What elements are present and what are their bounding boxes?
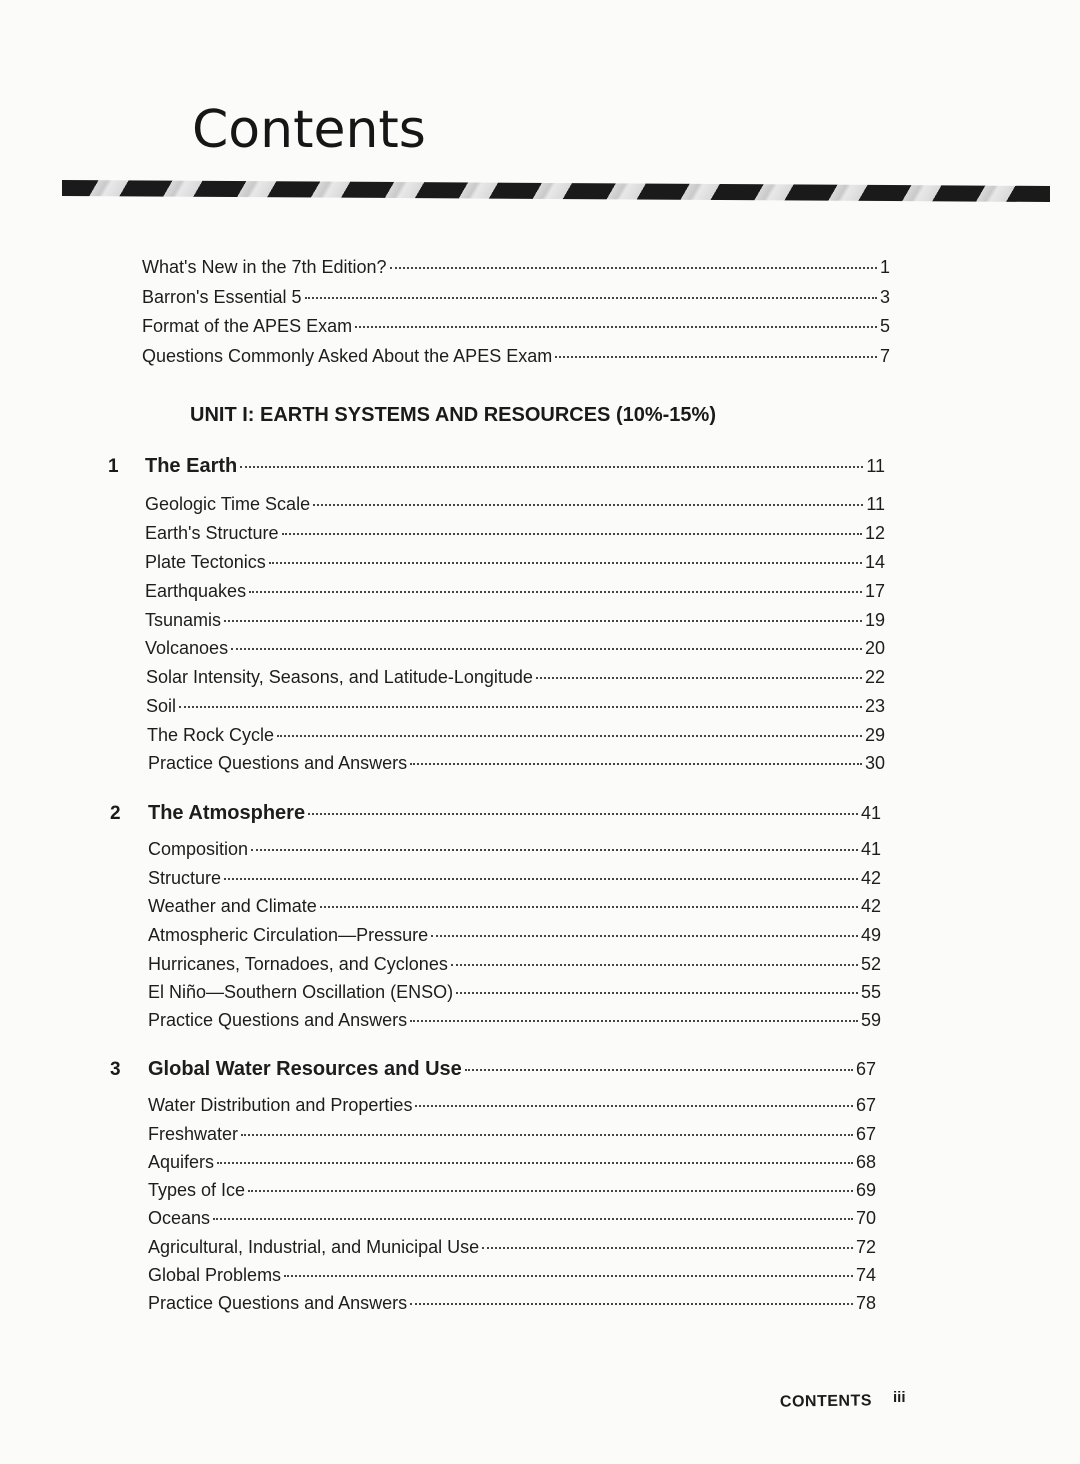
dot-leader <box>415 1105 853 1107</box>
dot-leader <box>410 763 862 765</box>
toc-entry-label: Barron's Essential 5 <box>142 287 302 307</box>
toc-entry[interactable] <box>148 982 881 1003</box>
dot-leader <box>217 1162 853 1164</box>
toc-entry-page: 5 <box>879 316 890 336</box>
chapter-entry[interactable] <box>145 455 885 478</box>
dot-leader <box>224 878 858 880</box>
toc-entry-page: 68 <box>855 1152 876 1172</box>
toc-entry-label: Composition <box>148 839 249 859</box>
toc-entry-page: 29 <box>864 725 885 745</box>
page-number: iii <box>893 1389 906 1406</box>
toc-entry-label: Soil <box>146 696 177 716</box>
toc-entry-label: Aquifers <box>148 1152 215 1172</box>
toc-entry-label: Atmospheric Circulation—Pressure <box>148 925 429 945</box>
dot-leader <box>282 533 862 535</box>
toc-entry-page: 17 <box>864 581 885 601</box>
page-title: Contents <box>192 100 426 160</box>
toc-entry-label: Earthquakes <box>145 581 247 601</box>
toc-entry[interactable] <box>148 1293 876 1314</box>
dot-leader <box>451 964 858 966</box>
chapter-page: 11 <box>866 456 885 476</box>
dot-leader <box>536 677 862 679</box>
toc-entry[interactable] <box>145 610 885 631</box>
toc-entry-page: 1 <box>879 257 890 277</box>
toc-entry[interactable] <box>148 1152 876 1173</box>
dot-leader <box>456 992 858 994</box>
toc-entry-label: Hurricanes, Tornadoes, and Cyclones <box>148 954 448 974</box>
dot-leader <box>431 935 858 937</box>
toc-entry-page: 49 <box>860 925 881 945</box>
toc-entry-label: Global Problems <box>148 1265 282 1285</box>
toc-entry[interactable] <box>142 316 890 337</box>
toc-entry[interactable] <box>148 1124 876 1145</box>
dot-leader <box>231 648 862 650</box>
chapter-title: The Atmosphere <box>148 802 306 824</box>
toc-entry[interactable] <box>148 1237 876 1258</box>
toc-entry[interactable] <box>148 1265 876 1286</box>
toc-entry-page: 67 <box>855 1095 876 1115</box>
toc-entry[interactable] <box>147 725 885 746</box>
chapter-number: 1 <box>108 456 119 477</box>
toc-entry-label: Practice Questions and Answers <box>148 753 408 773</box>
toc-entry-page: 59 <box>860 1010 881 1030</box>
toc-entry-label: Structure <box>148 868 222 888</box>
toc-entry-page: 23 <box>864 696 885 716</box>
toc-entry-label: Agricultural, Industrial, and Municipal Use <box>148 1237 480 1257</box>
dot-leader <box>213 1218 853 1220</box>
dot-leader <box>320 906 858 908</box>
toc-entry-label: Water Distribution and Properties <box>148 1095 413 1115</box>
chapter-title: Global Water Resources and Use <box>148 1058 462 1080</box>
toc-entry[interactable] <box>148 753 885 774</box>
toc-entry[interactable] <box>148 868 881 889</box>
toc-entry-page: 67 <box>855 1124 876 1144</box>
toc-entry-page: 11 <box>866 494 885 514</box>
toc-entry-label: Freshwater <box>148 1124 239 1144</box>
dot-leader <box>277 735 862 737</box>
toc-entry[interactable] <box>148 925 881 946</box>
dot-leader <box>240 466 863 468</box>
toc-entry-page: 42 <box>860 896 881 916</box>
toc-entry-label: Earth's Structure <box>145 523 279 543</box>
toc-entry[interactable] <box>146 667 885 688</box>
toc-entry[interactable] <box>148 839 881 860</box>
toc-entry[interactable] <box>142 287 890 308</box>
toc-entry-label: Tsunamis <box>145 610 222 630</box>
toc-entry-label: Geologic Time Scale <box>145 494 311 514</box>
toc-entry[interactable] <box>145 552 885 573</box>
toc-entry-page: 78 <box>855 1293 876 1313</box>
toc-entry[interactable] <box>146 696 885 717</box>
dot-leader <box>355 326 877 328</box>
toc-entry[interactable] <box>148 954 881 975</box>
toc-entry-label: What's New in the 7th Edition? <box>142 257 387 277</box>
toc-entry-page: 12 <box>864 523 885 543</box>
toc-entry-label: Practice Questions and Answers <box>148 1010 408 1030</box>
toc-entry-page: 70 <box>855 1208 876 1228</box>
toc-entry[interactable] <box>145 494 885 515</box>
dot-leader <box>482 1247 853 1249</box>
chapter-number: 3 <box>110 1059 121 1080</box>
dot-leader <box>313 504 863 506</box>
toc-entry-page: 19 <box>864 610 885 630</box>
toc-entry-page: 3 <box>879 287 890 307</box>
toc-entry-label: Questions Commonly Asked About the APES Exam <box>142 346 553 366</box>
toc-entry-page: 14 <box>864 552 885 572</box>
toc-entry-label: Oceans <box>148 1208 211 1228</box>
toc-entry[interactable] <box>148 1208 876 1229</box>
chapter-entry[interactable] <box>148 1058 876 1081</box>
toc-entry-page: 42 <box>860 868 881 888</box>
running-footer-label: CONTENTS <box>779 1392 873 1411</box>
toc-entry-label: Format of the APES Exam <box>142 316 353 336</box>
dot-leader <box>248 1190 853 1192</box>
toc-entry[interactable] <box>148 1180 876 1201</box>
toc-entry-page: 7 <box>879 346 890 366</box>
dot-leader <box>179 706 862 708</box>
toc-entry-label: Solar Intensity, Seasons, and Latitude-Longitude <box>146 667 533 687</box>
toc-entry-page: 69 <box>855 1180 876 1200</box>
toc-entry-label: The Rock Cycle <box>147 725 275 745</box>
toc-entry[interactable] <box>148 1095 876 1116</box>
unit-heading: UNIT I: EARTH SYSTEMS AND RESOURCES (10%-15%) <box>190 404 716 426</box>
toc-entry[interactable] <box>148 896 881 917</box>
toc-entry-label: Practice Questions and Answers <box>148 1293 408 1313</box>
toc-entry[interactable] <box>142 257 890 278</box>
toc-entry-page: 30 <box>864 753 885 773</box>
decorative-stripe-divider <box>62 180 1050 202</box>
toc-entry-page: 20 <box>864 638 885 658</box>
chapter-page: 67 <box>855 1059 876 1079</box>
toc-entry-page: 22 <box>864 667 885 687</box>
toc-entry-page: 74 <box>855 1265 876 1285</box>
dot-leader <box>224 620 862 622</box>
dot-leader <box>410 1020 858 1022</box>
toc-entry[interactable] <box>145 638 885 659</box>
chapter-title: The Earth <box>145 455 238 477</box>
dot-leader <box>555 356 877 358</box>
toc-entry-page: 52 <box>860 954 881 974</box>
dot-leader <box>305 297 877 299</box>
dot-leader <box>390 267 877 269</box>
toc-entry[interactable] <box>145 523 885 544</box>
toc-entry-label: Types of Ice <box>148 1180 246 1200</box>
toc-entry-label: Weather and Climate <box>148 896 317 916</box>
dot-leader <box>241 1134 853 1136</box>
toc-entry[interactable] <box>142 346 890 367</box>
chapter-number: 2 <box>110 803 121 824</box>
toc-entry[interactable] <box>148 1010 881 1031</box>
toc-entry-label: Plate Tectonics <box>145 552 266 572</box>
dot-leader <box>269 562 862 564</box>
toc-entry-label: Volcanoes <box>145 638 229 658</box>
dot-leader <box>465 1069 853 1071</box>
dot-leader <box>284 1275 853 1277</box>
dot-leader <box>308 813 858 815</box>
dot-leader <box>249 591 862 593</box>
chapter-entry[interactable] <box>148 802 881 825</box>
toc-entry-label: El Niño—Southern Oscillation (ENSO) <box>148 982 454 1002</box>
dot-leader <box>251 849 858 851</box>
dot-leader <box>410 1303 853 1305</box>
toc-entry[interactable] <box>145 581 885 602</box>
toc-entry-page: 72 <box>855 1237 876 1257</box>
chapter-page: 41 <box>860 803 881 823</box>
toc-entry-page: 41 <box>860 839 881 859</box>
toc-entry-page: 55 <box>860 982 881 1002</box>
